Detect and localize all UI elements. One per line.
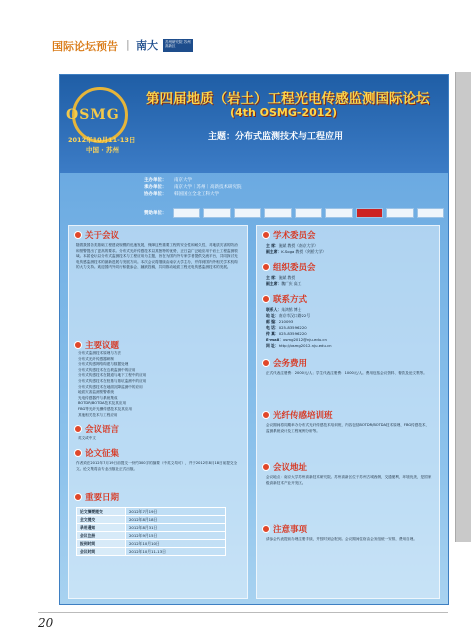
- section-bullet-icon: [74, 493, 82, 501]
- notes-title: 注意事项: [273, 525, 308, 535]
- list-item: 分布式传感技术在桩基与基坑监测中的应用: [78, 378, 147, 383]
- dates-header: [74, 491, 119, 503]
- list-item: FBG等光纤光栅传感技术及其应用: [78, 406, 132, 411]
- section-bullet-icon: [262, 231, 270, 239]
- organizer-row: 协办单位： 韩国国立全北工科大学: [144, 192, 219, 197]
- about-header: [74, 229, 119, 241]
- section-bullet-icon: [262, 525, 270, 533]
- list-item: 分布式光纤传感器研制: [78, 356, 114, 361]
- forum-title: 第四届地质（岩土）工程光电传感监测国际论坛: [146, 91, 430, 107]
- page-header: [0, 0, 471, 58]
- venue-header: [262, 461, 307, 473]
- section-bullet-icon: [74, 231, 82, 239]
- topics-header: [74, 339, 119, 351]
- topics-title: 主要议题: [85, 341, 120, 351]
- page-spine: [455, 72, 471, 542]
- language-text: 英文或中文: [78, 436, 96, 440]
- page-number: 20: [38, 616, 54, 630]
- list-item: 传 真：025-83596220: [266, 331, 307, 336]
- submission-header: [74, 447, 119, 459]
- osmg-logo-text: OSMG: [66, 107, 120, 123]
- training-header: [262, 409, 333, 421]
- topics-list: [78, 351, 238, 418]
- list-item: 光电传感器件与系统集成: [78, 395, 118, 400]
- dates-title: 重要日期: [85, 493, 120, 503]
- section-bullet-icon: [262, 463, 270, 471]
- contact-title: 联系方式: [273, 295, 308, 305]
- list-item: 网 址：http://osmg2012.nju.edu.cn: [266, 343, 332, 348]
- committee-header: [262, 229, 316, 241]
- sponsor-logo: [173, 208, 201, 218]
- organizers-block: [144, 177, 404, 198]
- contact-header: [262, 293, 307, 305]
- training-title: 光纤传感培训班: [273, 411, 333, 421]
- table-row: 录用通知 2012年8月31日: [77, 524, 226, 532]
- section-bullet-icon: [74, 425, 82, 433]
- sponsor-logo: [203, 208, 231, 218]
- table-row: 报到时间 2012年10月10日: [77, 540, 226, 548]
- fees-title: 会务费用: [273, 359, 308, 369]
- submission-title: 论文征集: [85, 449, 120, 459]
- list-item: 其他相关技术与工程应用: [78, 412, 118, 417]
- list-item: 邮 编：210093: [266, 319, 294, 324]
- dates-table: [76, 507, 226, 556]
- section-bullet-icon: [262, 295, 270, 303]
- list-item: 主 席：施斌 教授（南京大学）: [266, 243, 318, 248]
- university-name: 南大: [136, 39, 158, 52]
- forum-theme: 主题：分布式监测技术与工程应用: [208, 132, 344, 142]
- table-row: 论文摘要提交 2012年7月19日: [77, 508, 226, 516]
- table-row: 会议时间 2012年10月11-13日: [77, 548, 226, 556]
- footer-rule: [38, 612, 448, 613]
- list-item: 主 席：施斌 教授: [266, 275, 296, 280]
- section-title: 国际论坛预告: [52, 40, 118, 53]
- list-item: 电 话：025-83596220: [266, 325, 307, 330]
- organizer-row: 主办单位： 南京大学: [144, 178, 192, 183]
- committee-title: 学术委员会: [273, 231, 316, 241]
- table-row: 会议注册 2012年9月15日: [77, 532, 226, 540]
- list-item: 分布式传感技术在地面沉降监测中的应用: [78, 384, 143, 389]
- sponsor-logo: [325, 208, 353, 218]
- forum-subtitle: (4th OSMG-2012): [230, 106, 338, 119]
- list-item: E-mail：osmg2012@nju.edu.cn: [266, 337, 327, 342]
- venue-title: 会议地址: [273, 463, 308, 473]
- list-item: 分布式传感网络构建与数据处理: [78, 362, 129, 367]
- fees-text: 正式代表注册费：2000元/人；学生代表注册费：1000元/人。费用包括会议资料、餐饮及论文集等。: [266, 371, 427, 375]
- list-item: 分布式传感技术在边坡监测中的应用: [78, 367, 136, 372]
- list-item: 联系人：朱鸿鹄 博士: [266, 307, 302, 312]
- list-item: 地 址：南京市汉口路22号: [266, 313, 311, 318]
- about-text: 随着我国各类基础工程建设规模的迅速发展，保障这些重要工程的安全性和耐久性，对地质灾害的防治和预警提出了更高的要求。分布式光纤传感技术以其独特的优势，正日益广泛地应用于岩土工程监测领域。本届论坛以分布式监测技术与工程应用为主题，旨在为国内外专家学者提供交流平台，共同探讨光电传感监测技术的最新进展与发展方向。本次会议将继续由南京大学主办，并得到国内外相关学术机构的大力支持。欢迎国内外同行积极参会、踊跃投稿，共同推动地质工程光电传感监测技术的发展。: [76, 243, 238, 270]
- org-committee-header: [262, 261, 316, 273]
- institute-logo: 苏州研究院 苏州高新区: [163, 39, 193, 52]
- header-separator: |: [126, 38, 130, 51]
- org-committee-list: [266, 275, 434, 287]
- section-bullet-icon: [262, 411, 270, 419]
- list-item: 地质灾害监测预警系统: [78, 390, 114, 395]
- forum-poster: [59, 74, 449, 605]
- committee-list: [266, 243, 434, 255]
- training-text: 会议期间将同期举办分布式光纤传感技术培训班，内容包括BOTDR/BOTDA技术原理、FBG传感技术、监测系统设计及工程案例分析等。: [266, 423, 430, 433]
- submission-text: 作者须在2012年7月19日前提交一份约300字的摘要（中英文均可），并于2012年8月18日前提交全文。论文集将由专业出版社正式出版。: [76, 461, 238, 471]
- language-header: [74, 423, 119, 435]
- language-title: 会议语言: [85, 425, 120, 435]
- contact-list: [266, 307, 434, 349]
- forum-date: 2012年10月11-13日: [68, 136, 136, 144]
- notes-header: [262, 523, 307, 535]
- notes-text: 请参会代表提前办理注册手续，并按时到会报到。会议期间住宿由会务组统一安排，费用自理。: [266, 537, 417, 541]
- list-item: BOTDR/BOTDA技术及其应用: [78, 401, 127, 406]
- about-title: 关于会议: [85, 231, 120, 241]
- sponsor-logo: [417, 208, 445, 218]
- section-bullet-icon: [74, 449, 82, 457]
- list-item: 副主席：魏广庆 高工: [266, 281, 302, 286]
- sponsor-logo: [264, 208, 292, 218]
- list-item: 分布式监测技术原理与方法: [78, 351, 122, 355]
- org-committee-title: 组织委员会: [273, 263, 316, 273]
- sponsor-logo: [295, 208, 323, 218]
- poster-banner: [60, 75, 448, 173]
- sponsor-logo: [356, 208, 384, 218]
- list-item: 副主席：K.Soga 教授（剑桥大学）: [266, 249, 326, 254]
- section-bullet-icon: [262, 359, 270, 367]
- list-item: 分布式传感技术在隧道与地下工程中的应用: [78, 373, 147, 378]
- fees-header: [262, 357, 307, 369]
- sponsors-label: 赞助单位：: [144, 211, 167, 216]
- table-row: 全文提交 2012年8月18日: [77, 516, 226, 524]
- section-bullet-icon: [262, 263, 270, 271]
- sponsors-row: [144, 205, 444, 221]
- forum-city: 中国 · 苏州: [86, 146, 119, 154]
- section-bullet-icon: [74, 341, 82, 349]
- venue-text: 会议地点：南京大学苏州高新技术研究院。苏州高新区位于苏州古城西侧，交通便利，环境优美，是国家级高新技术产业开发区。: [266, 475, 432, 485]
- sponsor-logo: [234, 208, 262, 218]
- organizer-row: 承办单位： 南京大学｜苏州｜高新技术研究院: [144, 185, 242, 190]
- sponsor-logo: [386, 208, 414, 218]
